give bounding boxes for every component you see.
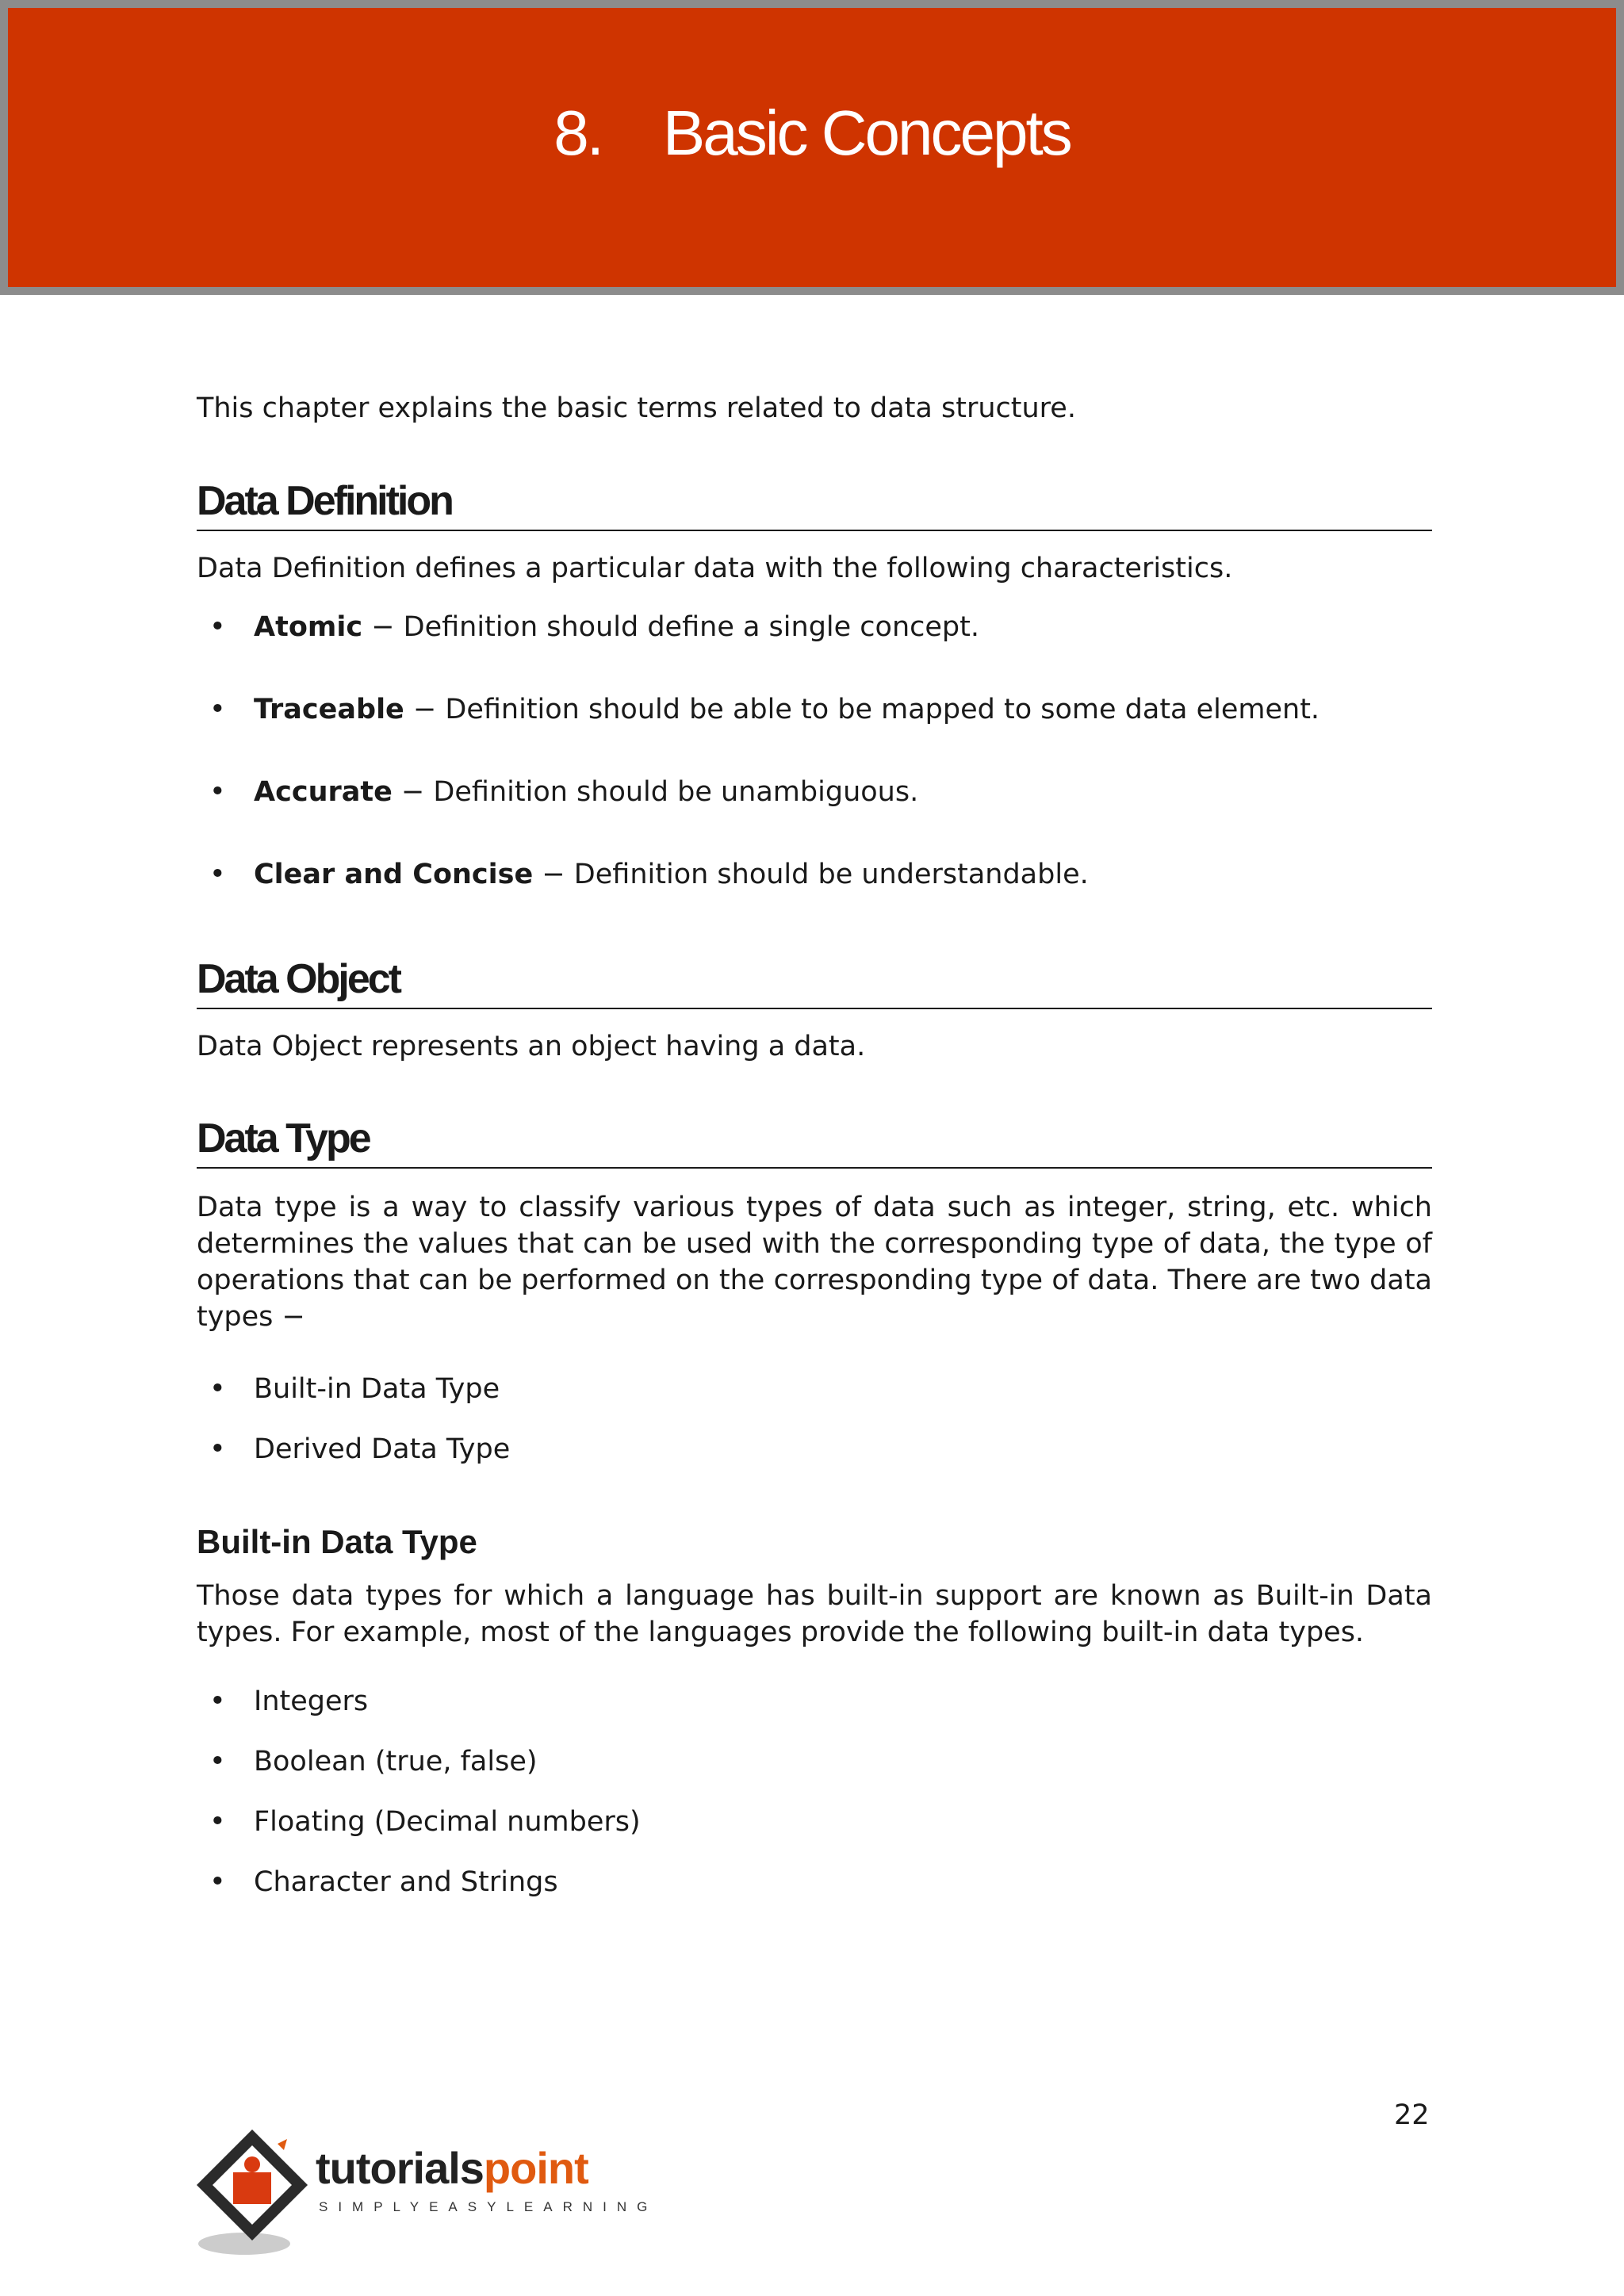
list-item xyxy=(209,1804,641,1840)
item-term: Atomic xyxy=(254,611,363,643)
item-desc: − Definition should be understandable. xyxy=(533,859,1089,890)
chapter-title: 8. Basic Concepts xyxy=(553,98,1071,168)
bullet-icon: • xyxy=(209,694,226,725)
item-label: Derived Data Type xyxy=(254,1433,511,1465)
logo-tagline: SIMPLYEASYLEARNING xyxy=(319,2199,658,2214)
item-label: Integers xyxy=(254,1686,369,1717)
list-item xyxy=(209,609,979,645)
list-item xyxy=(209,1683,369,1720)
bullet-icon: • xyxy=(209,1866,226,1898)
item-desc: − Definition should define a single concept. xyxy=(362,611,979,643)
item-label: Floating (Decimal numbers) xyxy=(254,1806,641,1838)
list-item xyxy=(209,1431,511,1468)
bullet-icon: • xyxy=(209,1373,226,1405)
bullet-icon: • xyxy=(209,859,226,890)
logo-word-tutorials: tutorials xyxy=(316,2143,484,2193)
heading-data-type: Data Type xyxy=(197,1115,1432,1169)
data-definition-text: Data Definition defines a particular data with the following characteristics. xyxy=(197,553,1233,584)
list-item xyxy=(209,1371,500,1407)
data-object-text: Data Object represents an object having a data. xyxy=(197,1031,866,1062)
item-term: Traceable xyxy=(254,694,404,725)
item-term: Clear and Concise xyxy=(254,859,534,890)
page-number: 22 xyxy=(1394,2099,1430,2131)
item-desc: − Definition should be able to be mapped to some data element. xyxy=(404,694,1320,725)
heading-data-definition: Data Definition xyxy=(197,477,1432,531)
logo-word-point: point xyxy=(483,2143,588,2193)
bullet-icon: • xyxy=(209,776,226,808)
item-label: Built-in Data Type xyxy=(254,1373,500,1405)
data-type-text: Data type is a way to classify various types of data such as integer, string, etc. which determines the values that can be used with the corresponding type of data, the type of operations that can be performed on the corresponding type of data. There are two data types − xyxy=(197,1192,1432,1333)
list-item xyxy=(209,774,919,810)
tutorialspoint-logo xyxy=(195,2125,658,2267)
bullet-icon: • xyxy=(209,1686,226,1717)
bullet-icon: • xyxy=(209,1806,226,1838)
bullet-icon: • xyxy=(209,1746,226,1777)
item-term: Accurate xyxy=(254,776,393,808)
list-item xyxy=(209,691,1320,728)
builtin-text: Those data types for which a language has built-in support are known as Built-in Data types. For example, most of the languages provide the following built-in data types. xyxy=(197,1580,1432,1648)
logo-diamond-icon xyxy=(195,2125,314,2260)
list-item xyxy=(209,856,1089,893)
list-item xyxy=(209,1743,538,1780)
logo-wordmark xyxy=(316,2142,588,2194)
list-item xyxy=(209,1864,558,1900)
heading-data-object: Data Object xyxy=(197,955,1432,1009)
intro-text: This chapter explains the basic terms related to data structure. xyxy=(197,392,1076,424)
heading-builtin-data-type: Built-in Data Type xyxy=(197,1523,477,1560)
bullet-icon: • xyxy=(209,611,226,643)
item-label: Boolean (true, false) xyxy=(254,1746,538,1777)
bullet-icon: • xyxy=(209,1433,226,1465)
chapter-banner xyxy=(0,0,1624,295)
item-label: Character and Strings xyxy=(254,1866,558,1898)
item-desc: − Definition should be unambiguous. xyxy=(392,776,919,808)
